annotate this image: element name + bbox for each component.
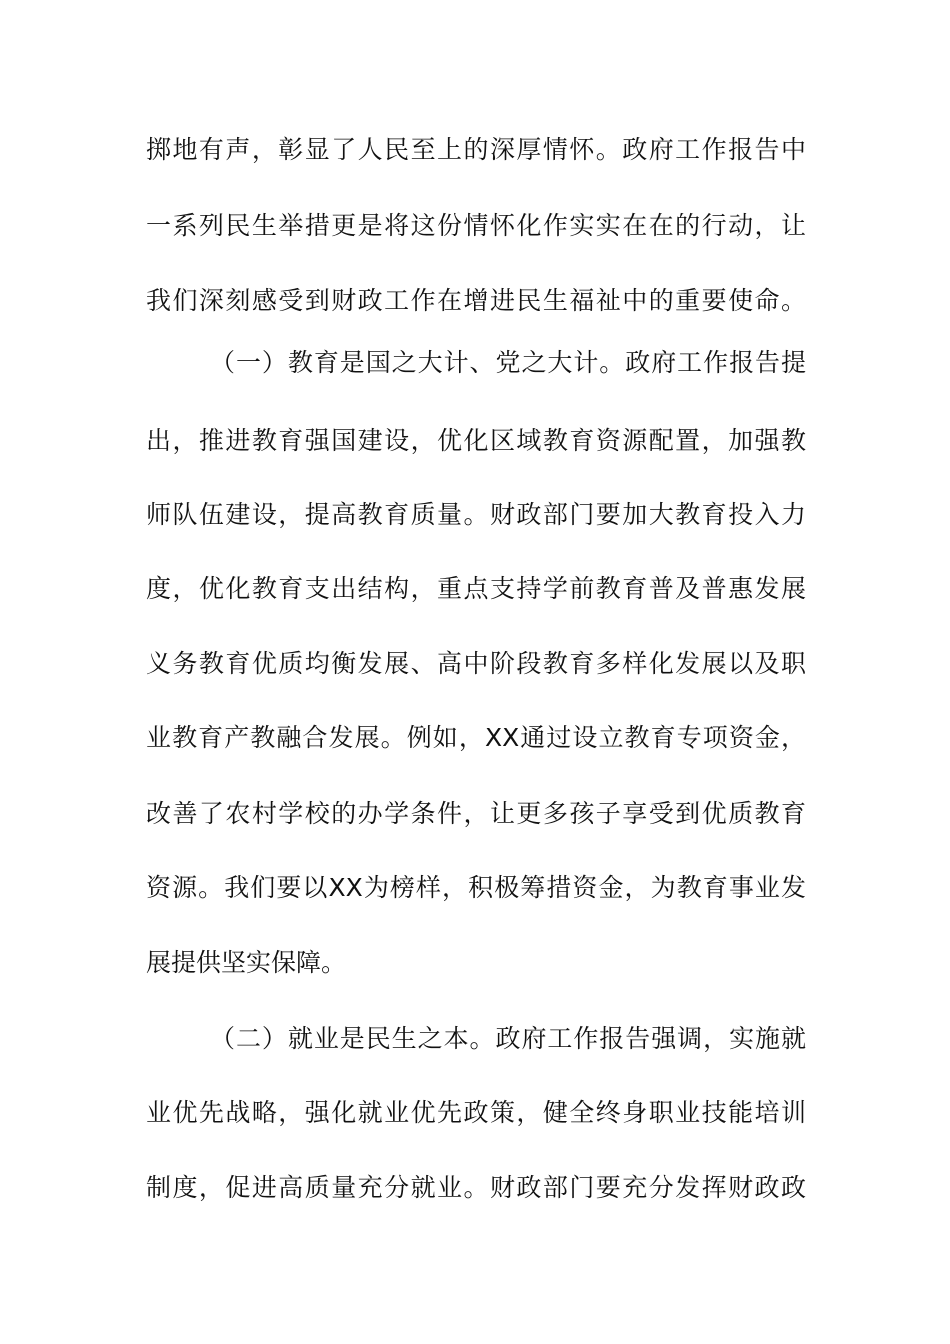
paragraph-line: 掷地有声，彰显了人民至上的深厚情怀。政府工作报告中 bbox=[146, 135, 806, 164]
paragraph-line: 业优先战略，强化就业优先政策，健全终身职业技能培训 bbox=[146, 1098, 806, 1127]
paragraph-line: 资源。我们要以XX为榜样，积极筹措资金，为教育事业发 bbox=[146, 873, 806, 902]
section-one-first-line: （一）教育是国之大计、党之大计。政府工作报告提 bbox=[210, 348, 806, 377]
paragraph-line: 一系列民生举措更是将这份情怀化作实实在在的行动，让 bbox=[146, 211, 806, 240]
paragraph-line: 改善了农村学校的办学条件，让更多孩子享受到优质教育 bbox=[146, 799, 806, 828]
paragraph-line: 我们深刻感受到财政工作在增进民生福祉中的重要使命。 bbox=[146, 286, 806, 315]
paragraph-last-line: 展提供坚实保障。 bbox=[146, 948, 347, 977]
paragraph-line: 业教育产教融合发展。例如，XX通过设立教育专项资金， bbox=[146, 723, 806, 752]
paragraph-line: 制度，促进高质量充分就业。财政部门要充分发挥财政政 bbox=[146, 1173, 806, 1202]
paragraph-line: 度，优化教育支出结构，重点支持学前教育普及普惠发展 bbox=[146, 574, 806, 603]
section-two-first-line: （二）就业是民生之本。政府工作报告强调，实施就 bbox=[210, 1024, 806, 1053]
paragraph-line: 师队伍建设，提高教育质量。财政部门要加大教育投入力 bbox=[146, 500, 806, 529]
paragraph-line: 义务教育优质均衡发展、高中阶段教育多样化发展以及职 bbox=[146, 649, 806, 678]
paragraph-line: 出，推进教育强国建设，优化区域教育资源配置，加强教 bbox=[146, 426, 806, 455]
